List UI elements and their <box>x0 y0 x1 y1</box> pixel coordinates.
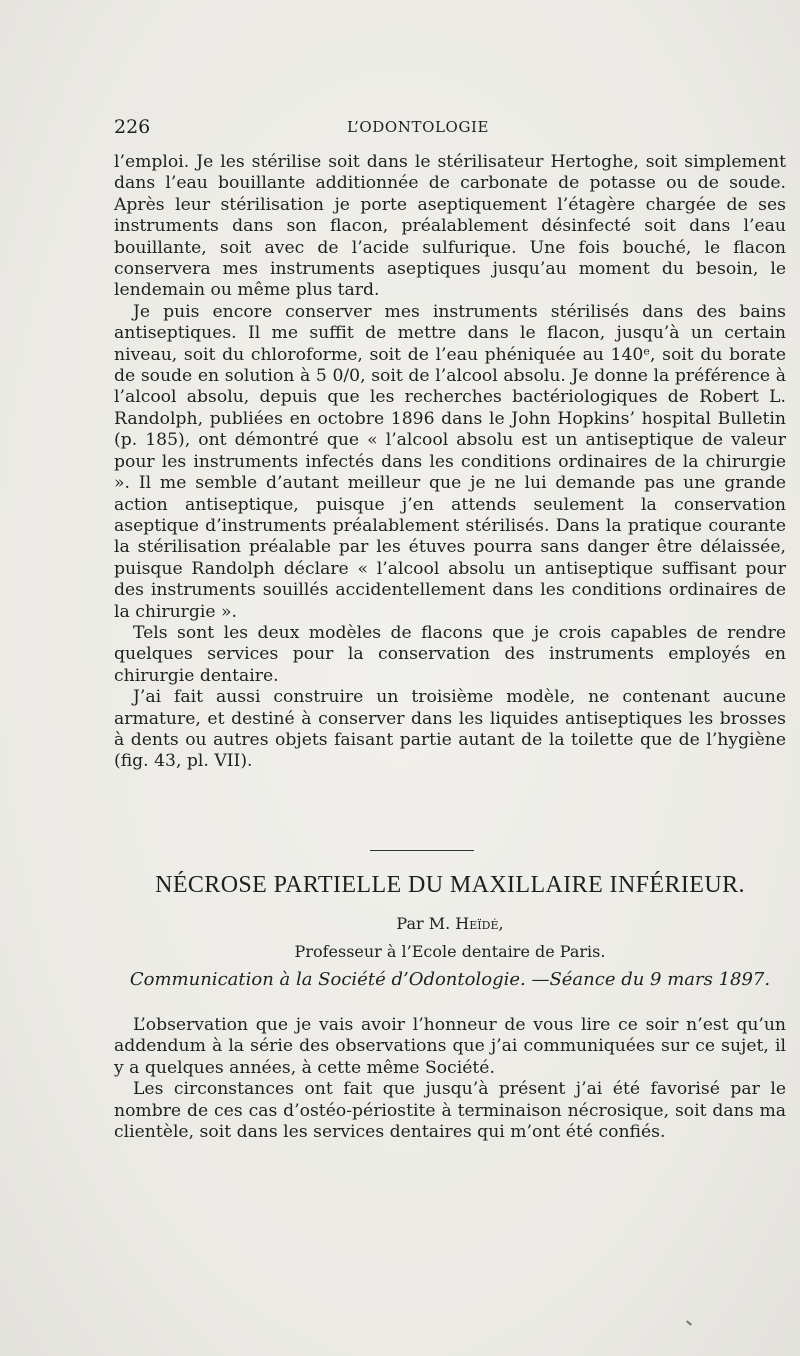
article-author <box>114 914 786 933</box>
scan-speck <box>686 1320 692 1325</box>
page-header <box>114 116 786 142</box>
author-name: Heïdé, <box>455 914 504 933</box>
body-text-part2 <box>114 1015 786 1143</box>
running-title: L’ODONTOLOGIE <box>347 118 490 136</box>
author-affiliation: Professeur à l’Ecole dentaire de Paris. <box>294 942 606 961</box>
paragraph: Tels sont les deux modèles de flacons que je crois capables de rendre quelques services pour la conservation des instruments employés en chirurgie dentaire. <box>114 622 786 686</box>
section-divider <box>370 850 474 851</box>
article-title: NÉCROSE PARTIELLE DU MAXILLAIRE INFÉRIEUR. <box>155 872 745 898</box>
paragraph: Je puis encore conserver mes instruments stérilisés dans des bains antiseptiques. Il me suffit de mettre dans le flacon, jusqu’à un certain niveau, soit du chloroforme, soit de l’eau phéniquée au 140ᵉ, soit du borate de soude en solution à 5 0/0, soit de l’alcool absolu. Je donne la préférence à l’alcool absolu, depuis que les recherches bactériologiques de Robert L. Randolph, publiées en octobre 1896 dans le John Hopkins’ hospital Bulletin (p. 185), ont démontré que « l’alcool absolu est un antiseptique de valeur pour les instruments infectés dans les conditions ordinaires de la chirurgie ». Il me semble d’autant meilleur que je ne lui demande pas une grande action antiseptique, puisque j’en attends seulement la conservation aseptique d’instruments préalablement stérilisés. Dans la pratique courante la stérilisation préalable par les étuves pourra sans danger être délaissée, puisque Randolph déclare « l’alcool absolu un antiseptique suffisant pour des instruments souillés accidentellement dans les conditions ordinaires de la chirurgie ». <box>114 301 786 622</box>
paragraph: Les circonstances ont fait que jusqu’à présent j’ai été favorisé par le nombre de ces cas d’ostéo-périostite à terminaison nécrosique, soit dans ma clientèle, soit dans les services dentaires qui m’ont été confiés. <box>114 1079 786 1143</box>
paragraph: J’ai fait aussi construire un troisième modèle, ne contenant aucune armature, et destiné à conserver dans les liquides antiseptiques les brosses à dents ou autres objets faisant partie autant de la toilette que de l’hygiène (fig. 43, pl. VII). <box>114 687 786 772</box>
author-prefix: Par M. <box>396 914 456 933</box>
body-text-part1 <box>114 152 786 773</box>
communication-line: Communication à la Société d’Odontologie. —Séance du 9 mars 1897. <box>129 969 771 990</box>
page-number: 226 <box>114 116 151 138</box>
paragraph: l’emploi. Je les stérilise soit dans le stérilisateur Hertoghe, soit simplement dans l’eau bouillante additionnée de carbonate de potasse ou de soude. Après leur stérilisation je porte aseptiquement l’étagère chargée de ses instruments dans son flacon, préalablement désinfecté soit dans l’eau bouillante, soit avec de l’acide sulfurique. Une fois bouché, le flacon conservera mes instruments aseptiques jusqu’au moment du besoin, le lendemain ou même plus tard. <box>114 152 786 301</box>
paragraph: L’observation que je vais avoir l’honneur de vous lire ce soir n’est qu’un addendum à la série des observations que j’ai communiquées sur ce sujet, il y a quelques années, à cette même Société. <box>114 1015 786 1078</box>
